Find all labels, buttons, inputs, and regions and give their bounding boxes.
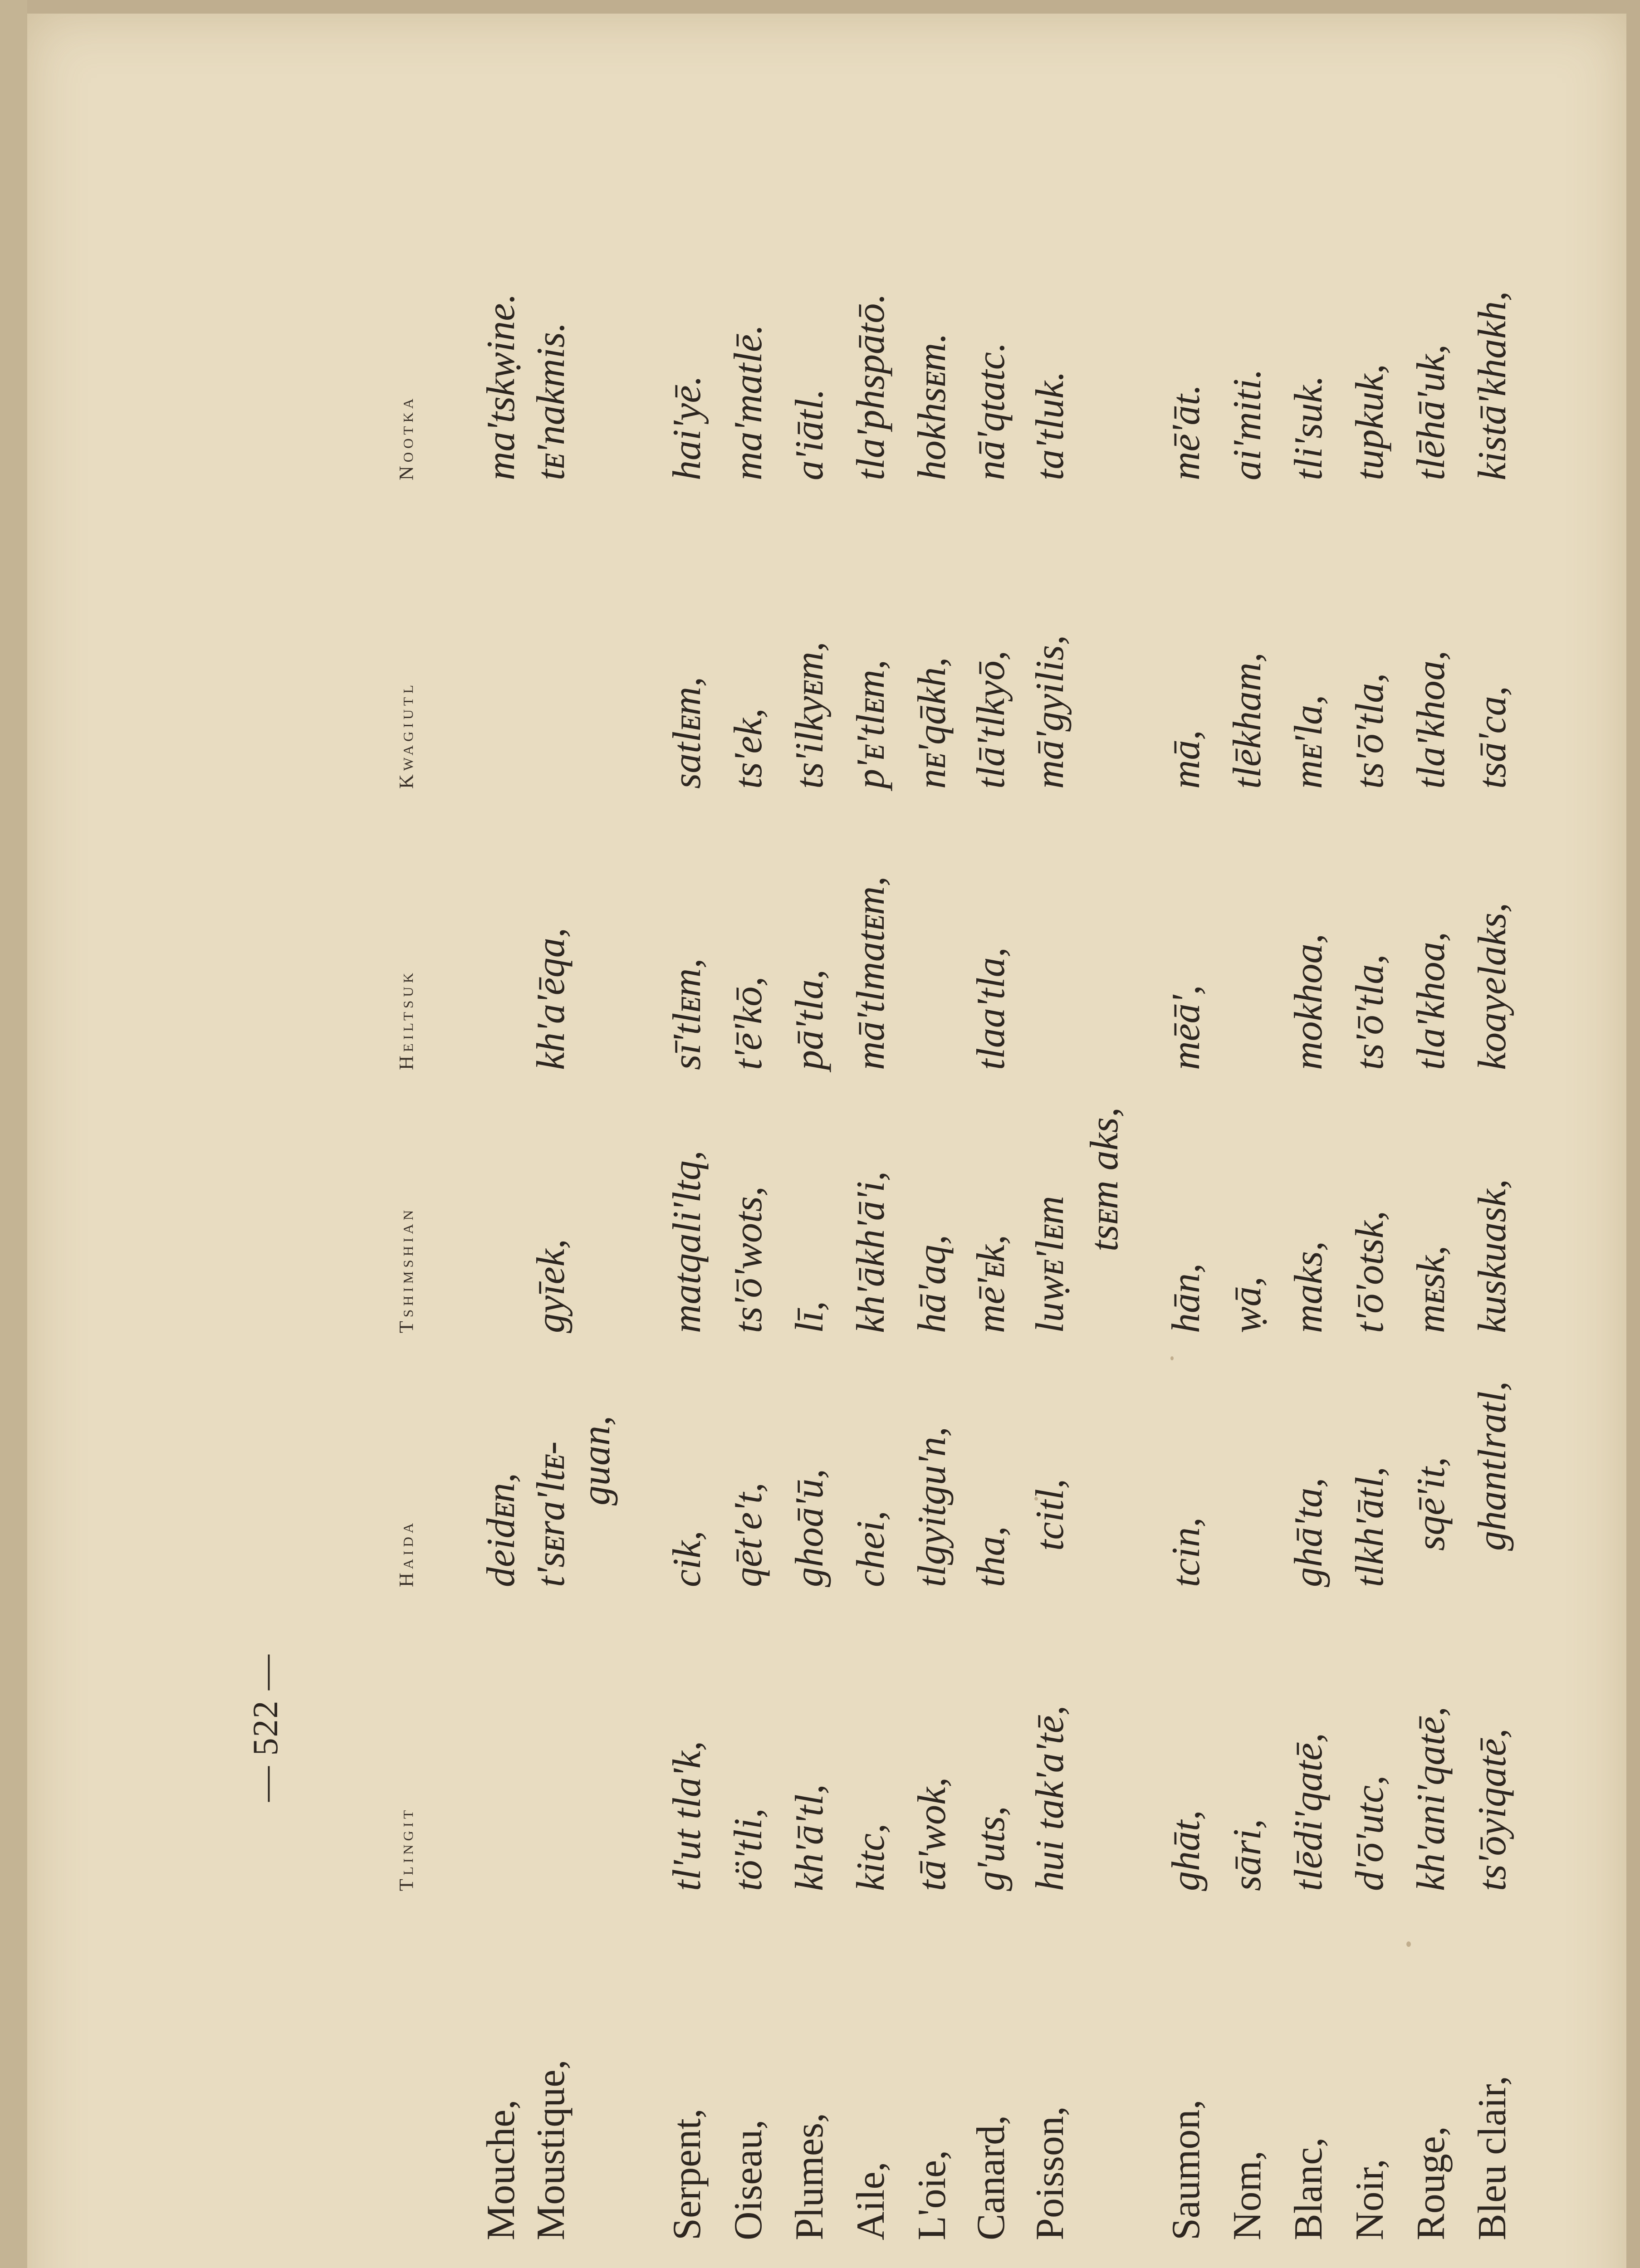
cell-heiltsuk: tla'khoa, bbox=[1409, 932, 1453, 1070]
cell-heiltsuk: mā'tlmatᴇm, bbox=[849, 876, 893, 1070]
cell-tshimshian: kh'ākh'ā'i, bbox=[849, 1171, 893, 1333]
cell-kwagiutl: tlā'tlkyō, bbox=[969, 650, 1013, 789]
cell-french: Canard, bbox=[969, 2115, 1013, 2240]
cell-heiltsuk: ts'ō'tla, bbox=[1348, 954, 1392, 1070]
cell-tlingit: kh'ā'tl, bbox=[788, 1784, 832, 1891]
cell-kwagiutl: mᴇ'la, bbox=[1287, 694, 1331, 789]
cell-french: Blanc, bbox=[1287, 2137, 1331, 2240]
cell-haida: sqē'it, bbox=[1409, 1457, 1453, 1551]
cell-haida: tlkh'ātl, bbox=[1348, 1466, 1392, 1587]
cell-tshimshian: kuskuask, bbox=[1470, 1179, 1514, 1333]
cell-heiltsuk: mokhoa, bbox=[1287, 934, 1331, 1070]
cell-tshimshian: maks, bbox=[1287, 1241, 1331, 1333]
cell-kwagiutl: ts'ō'tla, bbox=[1348, 673, 1392, 789]
cell-french: Mouche, bbox=[479, 2099, 523, 2240]
cell-nootka: tᴇ'nakmis. bbox=[529, 322, 573, 480]
cell-french: L'oie, bbox=[910, 2150, 954, 2240]
header-tshimshian: Tshimshian bbox=[395, 1206, 417, 1333]
header-heiltsuk: Heiltsuk bbox=[395, 969, 417, 1070]
cell-heiltsuk: pā'tla, bbox=[788, 969, 832, 1070]
cell-french: Oiseau, bbox=[726, 2119, 770, 2240]
cell-nootka: hai'yē. bbox=[665, 375, 709, 480]
cell-nootka: ai'miti. bbox=[1225, 368, 1269, 480]
cell-tshimshian: gyīek, bbox=[529, 1239, 573, 1333]
cell-tlingit: d'ō'utc, bbox=[1348, 1775, 1392, 1891]
cell-tlingit: sāri, bbox=[1225, 1819, 1269, 1891]
cell-kwagiutl: satlᴇm, bbox=[665, 676, 709, 789]
cell-nootka: tupkuk, bbox=[1348, 364, 1392, 480]
cell-nootka: ma'matlē. bbox=[726, 324, 770, 480]
cell-french: Saumon, bbox=[1164, 2099, 1208, 2240]
cell-french: Bleu clair, bbox=[1470, 2076, 1514, 2240]
cell-kwagiutl: p'ᴇ'tlᴇm, bbox=[849, 660, 893, 789]
header-haida: Haida bbox=[395, 1519, 417, 1587]
cell-nootka: tli'suk. bbox=[1287, 375, 1331, 480]
cell-haida: guan, bbox=[574, 1416, 618, 1505]
cell-haida: tcitl, bbox=[1028, 1479, 1072, 1551]
cell-french: Nom, bbox=[1225, 2151, 1269, 2240]
cell-haida: chei, bbox=[849, 1510, 893, 1587]
cell-tlingit: tlēdi'qatē, bbox=[1287, 1733, 1331, 1891]
cell-haida: tlgyitgu'n, bbox=[910, 1427, 954, 1587]
cell-haida: qēt'e't, bbox=[726, 1482, 770, 1587]
cell-tshimshian: mᴇsk, bbox=[1409, 1245, 1453, 1333]
cell-haida: cik, bbox=[665, 1530, 709, 1587]
cell-haida: deidᴇn, bbox=[479, 1473, 523, 1587]
cell-tshimshian: matqali'ltq, bbox=[665, 1150, 709, 1333]
cell-french: Noir, bbox=[1348, 2159, 1392, 2240]
cell-nootka: nā'qtatc. bbox=[969, 342, 1013, 480]
cell-french: Aile, bbox=[849, 2161, 893, 2240]
cell-french: Plumes, bbox=[788, 2112, 832, 2240]
cell-heiltsuk: koayelaks, bbox=[1470, 903, 1514, 1070]
cell-heiltsuk: tlaa'tla, bbox=[969, 947, 1013, 1070]
cell-tlingit: hui tak'a'tē, bbox=[1028, 1705, 1072, 1891]
cell-tlingit: kitc, bbox=[849, 1823, 893, 1891]
cell-kwagiutl: mā'gyilis, bbox=[1028, 635, 1072, 789]
cell-nootka: ta'tluk. bbox=[1028, 371, 1072, 480]
cell-haida: tcin, bbox=[1164, 1517, 1208, 1587]
cell-tshimshian: hān, bbox=[1164, 1263, 1208, 1333]
cell-kwagiutl: nᴇ'qākh, bbox=[910, 657, 954, 789]
cell-heiltsuk: t'ē'kō, bbox=[726, 976, 770, 1070]
header-tlingit: Tlingit bbox=[395, 1806, 417, 1891]
cell-tlingit: kh'ani'qatē, bbox=[1409, 1706, 1453, 1891]
cell-kwagiutl: ts'ilkyᴇm, bbox=[788, 641, 832, 789]
cell-nootka: ma'tskẉine. bbox=[479, 293, 523, 480]
header-nootka: Nootka bbox=[395, 395, 417, 480]
cell-tlingit: tl'ut tla'k, bbox=[665, 1741, 709, 1891]
cell-tshimshian: ẉā, bbox=[1225, 1276, 1269, 1333]
cell-heiltsuk: mēā', bbox=[1164, 985, 1208, 1070]
cell-haida: ghoā'ū, bbox=[788, 1469, 832, 1587]
cell-kwagiutl: mā, bbox=[1164, 730, 1208, 789]
cell-kwagiutl: tsā'ca, bbox=[1470, 686, 1514, 789]
header-kwagiutl: Kwagiutl bbox=[395, 681, 417, 789]
cell-nootka: tla'phspātō. bbox=[849, 293, 893, 480]
cell-tshimshian: lī, bbox=[788, 1301, 832, 1333]
cell-haida: ghā'ta, bbox=[1287, 1477, 1331, 1587]
cell-haida: ghantlratl, bbox=[1470, 1381, 1514, 1551]
cell-french: Moustique, bbox=[529, 2059, 573, 2240]
cell-nootka: hokhsᴇm. bbox=[910, 332, 954, 480]
page-number: — 522 — bbox=[245, 1654, 285, 1802]
cell-tshimshian: tsᴇm aks, bbox=[1082, 1107, 1126, 1251]
cell-nootka: a'iātl. bbox=[788, 388, 832, 480]
cell-haida: tha, bbox=[969, 1526, 1013, 1587]
cell-tshimshian: mē'ᴇk, bbox=[969, 1235, 1013, 1333]
cell-tlingit: ts'ōyiqatē, bbox=[1470, 1728, 1514, 1891]
cell-heiltsuk: sī'tlᴇm, bbox=[665, 958, 709, 1070]
cell-kwagiutl: tla'khoa, bbox=[1409, 650, 1453, 789]
cell-french: Rouge, bbox=[1409, 2126, 1453, 2240]
cell-tshimshian: ts'ō'wots, bbox=[726, 1186, 770, 1333]
cell-tlingit: ghāt, bbox=[1164, 1810, 1208, 1891]
cell-tlingit: tö'tli, bbox=[726, 1808, 770, 1891]
cell-kwagiutl: ts'ek, bbox=[726, 708, 770, 789]
cell-french: Poisson, bbox=[1028, 2106, 1072, 2240]
cell-tlingit: g'uts, bbox=[969, 1806, 1013, 1891]
cell-tshimshian: t'ō'otsk, bbox=[1348, 1211, 1392, 1333]
cell-nootka: kistā'khakh, bbox=[1470, 291, 1514, 480]
cell-tlingit: tā'wok, bbox=[910, 1777, 954, 1891]
cell-nootka: tlēhā'uk, bbox=[1409, 344, 1453, 480]
cell-french: Serpent, bbox=[665, 2108, 709, 2240]
cell-tshimshian: hā'aq, bbox=[910, 1235, 954, 1333]
cell-haida: t'sᴇra'ltᴇ- bbox=[529, 1441, 573, 1587]
cell-tshimshian: luẉᴇ'lᴇm bbox=[1028, 1196, 1072, 1333]
cell-heiltsuk: kh'a'ēqa, bbox=[529, 928, 573, 1070]
cell-nootka: mē'āt. bbox=[1164, 384, 1208, 480]
cell-kwagiutl: tlēkham, bbox=[1225, 652, 1269, 789]
